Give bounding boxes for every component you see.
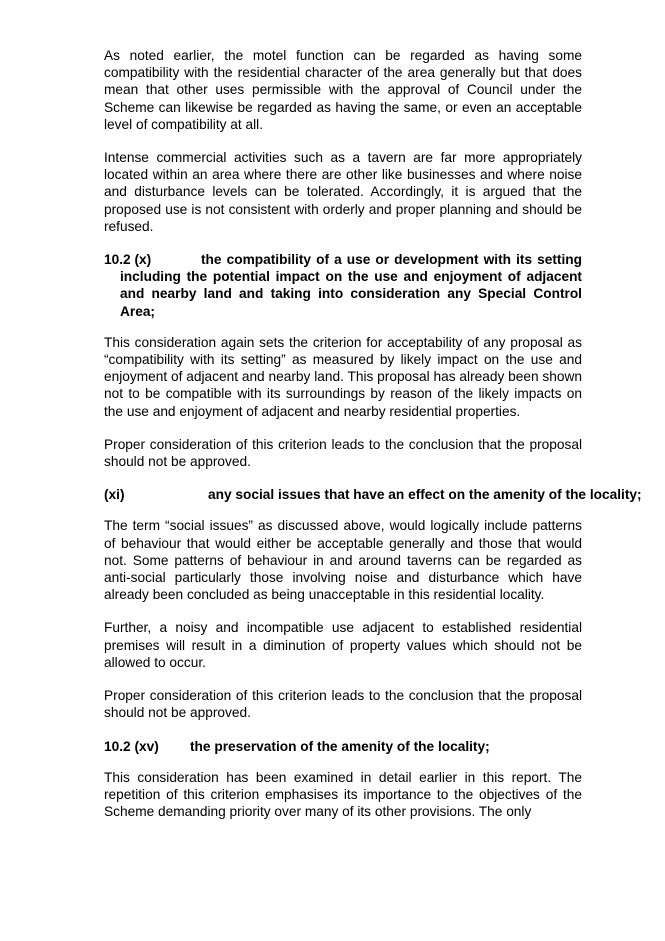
paragraph-property-values: Further, a noisy and incompatible use adjacent to established residential premises will result in a diminution of property values which should not be allowed to occur. — [104, 620, 582, 670]
paragraph-motel-compatibility: As noted earlier, the motel function can be regarded as having some compatibility with the residential character of the area generally but that does mean that other uses permissible with the approval of Council under the Scheme can likewise be regarded as having the same, or even an acceptable level of compatibility at all. — [104, 48, 582, 132]
heading-xi — [104, 486, 646, 503]
heading-text: the compatibility of a use or development with its setting including the potential impact on the use and enjoyment of adjacent and nearby land and taking into consideration any Special Control Area; — [120, 252, 582, 319]
heading-number: (xi) — [104, 487, 125, 503]
heading-10-2-x — [104, 251, 582, 320]
document-page — [104, 47, 642, 820]
paragraph-conclusion-1: Proper consideration of this criterion leads to the conclusion that the proposal should not be approved. — [104, 436, 582, 470]
heading-text: the preservation of the amenity of the locality; — [190, 738, 490, 754]
paragraph-commercial-activities: Intense commercial activities such as a tavern are far more appropriately located within an area where there are other like businesses and where noise and disturbance levels can be tolerated. Accordingly, it is argued that the proposed use is not consistent with orderly and proper planning and should be refused. — [104, 150, 582, 234]
heading-number: 10.2 (x) — [104, 252, 152, 268]
heading-number: 10.2 (xv) — [104, 738, 159, 754]
paragraph-social-issues: The term “social issues” as discussed above, would logically include patterns of behaviour that would either be acceptable generally and those that would not. Some patterns of behaviour in and around taverns can be regarded as anti-social particularly those involving noise and disturbance which have already been concluded as being unacceptable in this residential locality. — [104, 518, 582, 603]
paragraph-compatibility-setting: This consideration again sets the criterion for acceptability of any proposal as “compatibility with its setting” as measured by likely impact on the use and enjoyment of adjacent and nearby land. This proposal has already been shown not to be compatible with its surroundings by reason of the likely impacts on the use and enjoyment of adjacent and nearby residential properties. — [104, 334, 582, 419]
heading-10-2-xv — [104, 738, 582, 755]
paragraph-conclusion-2: Proper consideration of this criterion leads to the conclusion that the proposal should not be approved. — [104, 688, 582, 721]
paragraph-amenity-examined: This consideration has been examined in detail earlier in this report. The repetition of this criterion emphasises its importance to the objectives of the Scheme demanding priority over many of its other provisions. The only — [104, 769, 582, 820]
heading-text: any social issues that have an effect on the amenity of the locality; — [208, 487, 642, 503]
